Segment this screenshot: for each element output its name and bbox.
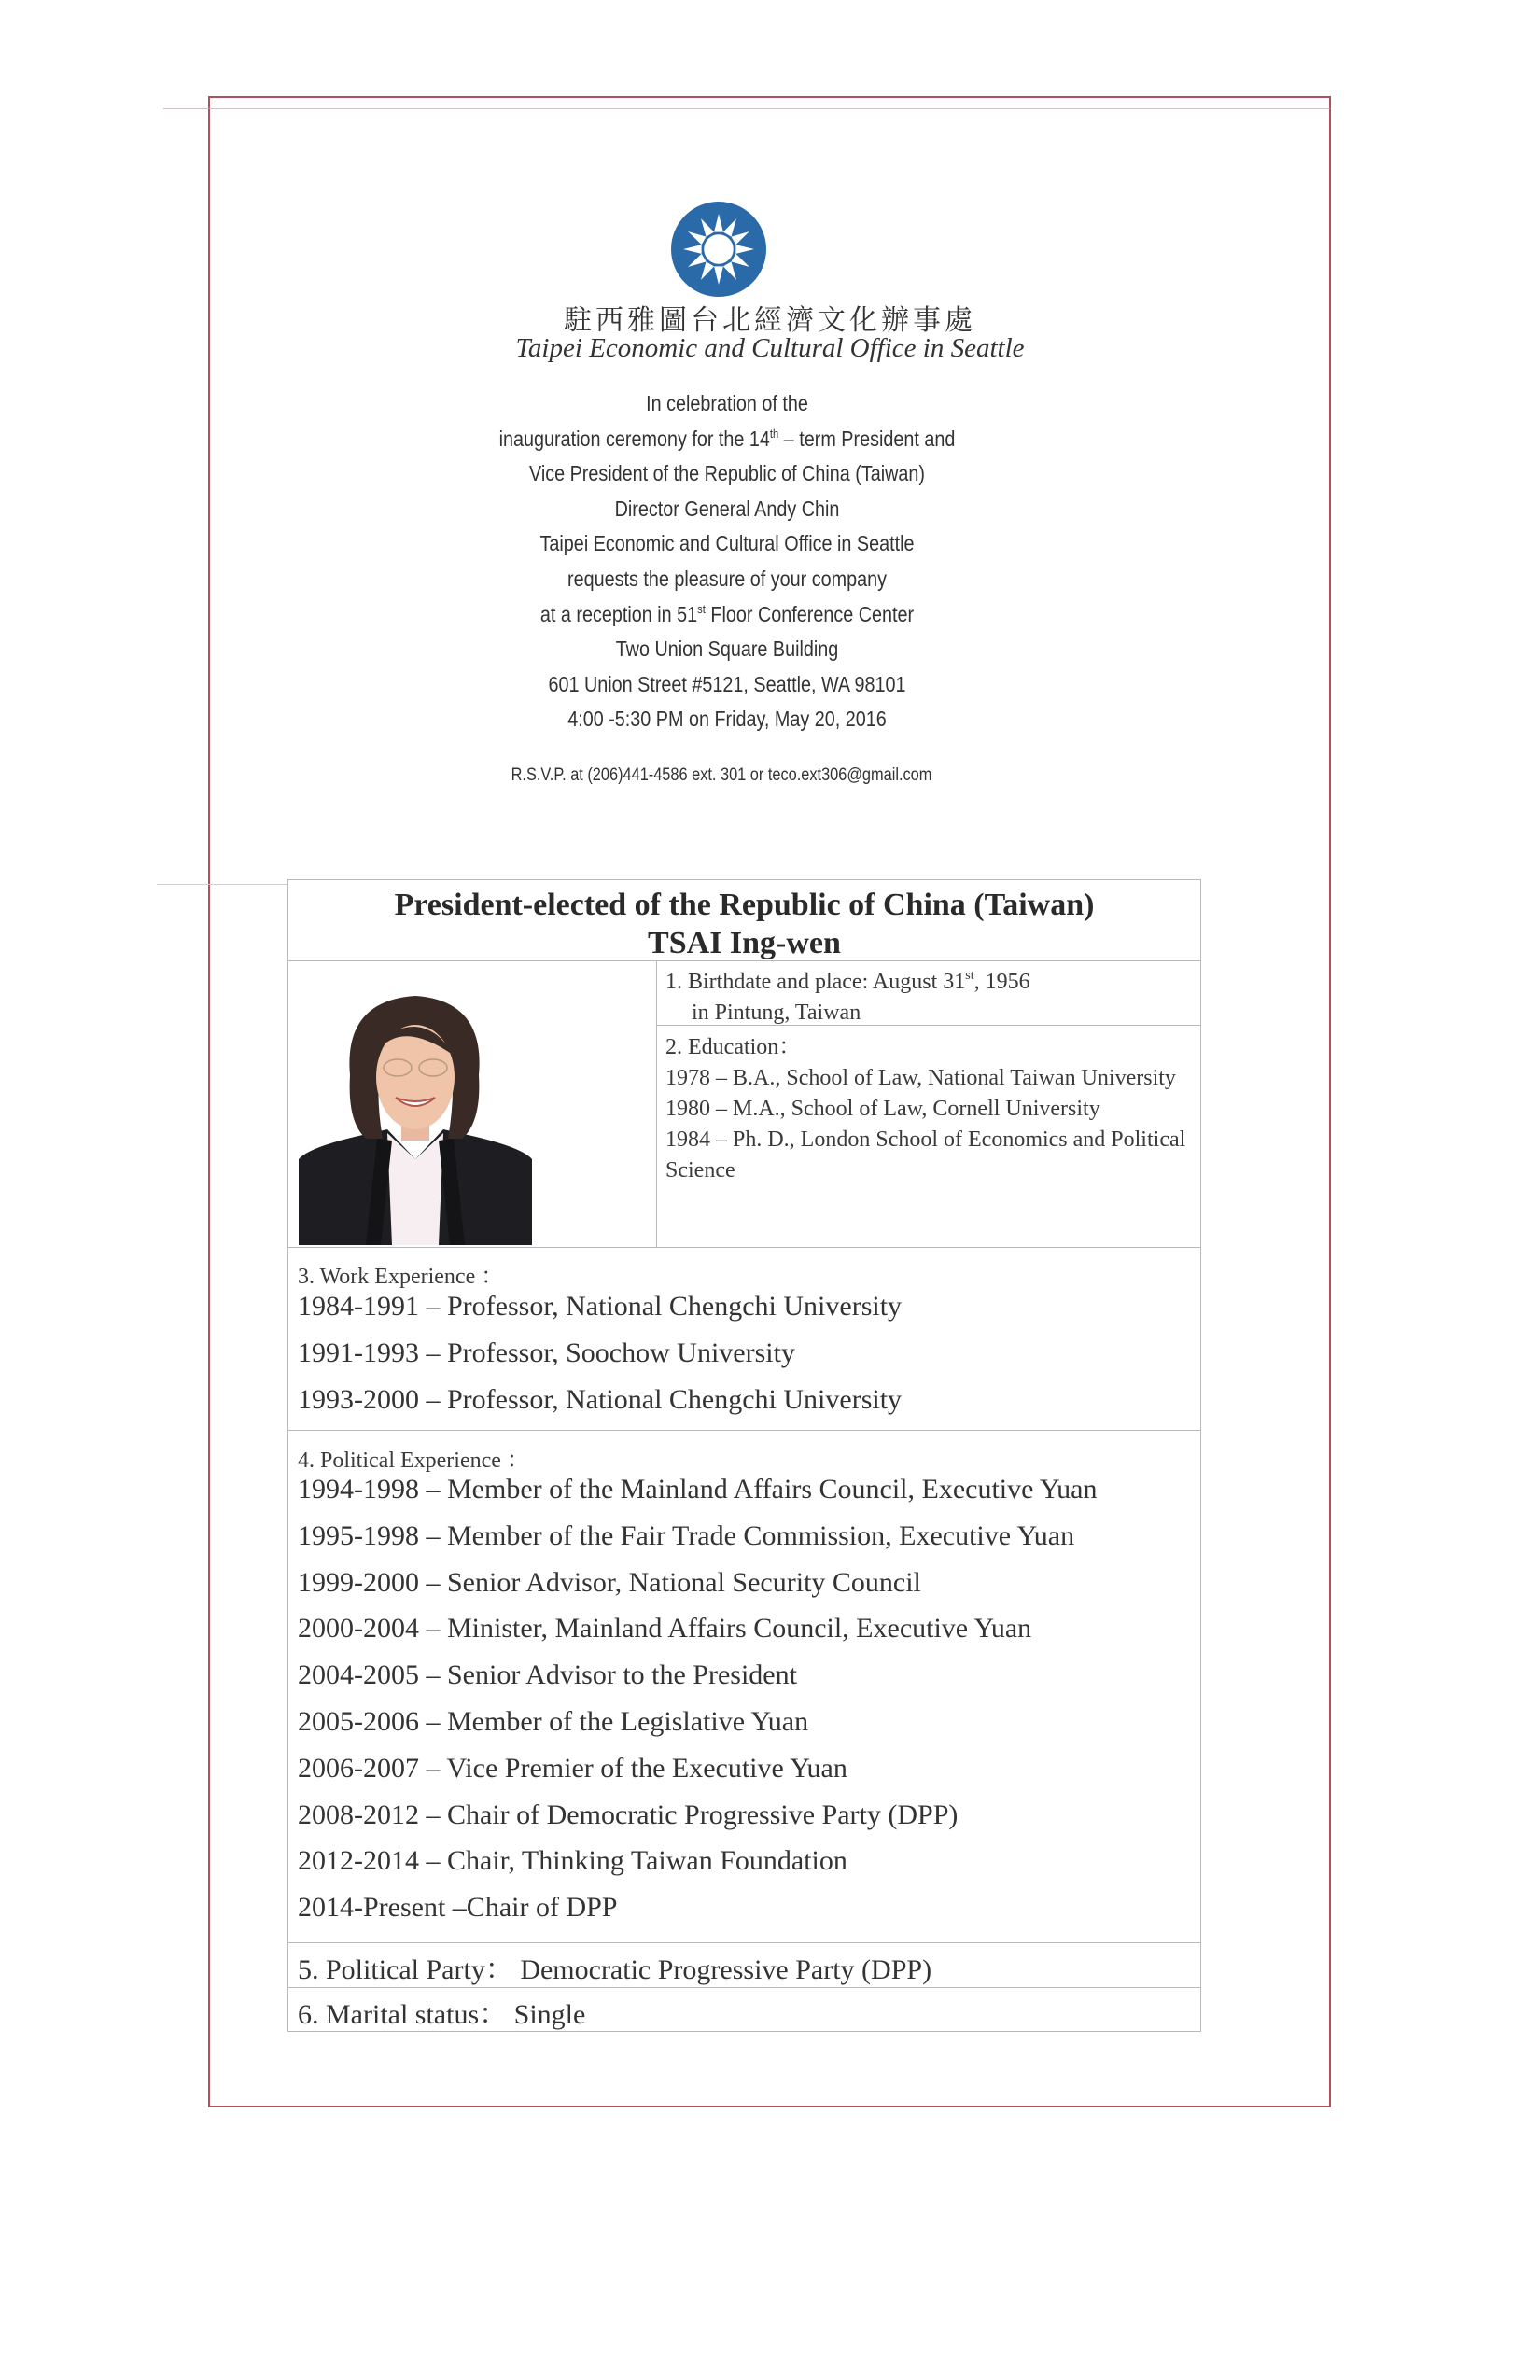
work-item: 1991-1993 – Professor, Soochow University (298, 1337, 795, 1368)
work-item: 1993-2000 – Professor, National Chengchi University (298, 1383, 903, 1415)
education-cell (665, 1032, 1191, 1186)
political-list (298, 1466, 1195, 1931)
office-name-chinese: 駐西雅圖台北經濟文化辦事處 (564, 304, 976, 337)
rsvp-line: R.S.V.P. at (206)441-4586 ext. 301 or teco.ext306@gmail.com (511, 765, 932, 785)
invitation-text-part: – term President and (778, 426, 956, 451)
profile-header (288, 886, 1200, 962)
sun-disc (703, 233, 735, 265)
political-item: 2005-2006 – Member of the Legislative Yuan (298, 1705, 809, 1737)
political-label: 4. Political Experience ： (298, 1449, 529, 1473)
invitation-line (102, 422, 1352, 457)
political-item: 2012-2014 – Chair, Thinking Taiwan Foundation (298, 1845, 847, 1877)
ordinal-suffix: st (697, 601, 706, 616)
invitation-line: Vice President of the Republic of China (Taiwan) (528, 461, 926, 486)
work-item: 1984-1991 – Professor, National Chengchi University (298, 1291, 903, 1322)
education-item: 1984 – Ph. D., London School of Economics and Political Science (665, 1127, 1186, 1183)
venue-line (102, 597, 1352, 633)
invitation-line: In celebration of the (646, 391, 808, 415)
invitation-text-part: at a reception in 51 (539, 601, 698, 626)
education-list (665, 1063, 1191, 1186)
political-item: 2000-2004 – Minister, Mainland Affairs Council, Executive Yuan (298, 1613, 1032, 1645)
invitation-line: requests the pleasure of your company (567, 566, 887, 591)
portrait-photo (299, 973, 532, 1245)
birthdate-text: 1. Birthdate and place: August 31 (665, 970, 966, 994)
political-item: 1994-1998 – Member of the Mainland Affairs Council, Executive Yuan (298, 1474, 1098, 1505)
work-label: 3. Work Experience ： (298, 1265, 504, 1289)
work-list (298, 1283, 1195, 1422)
profile-title: President-elected of the Republic of China (Taiwan) (394, 888, 1095, 922)
datetime-line: 4:00 -5:30 PM on Friday, May 20, 2016 (567, 707, 887, 732)
education-label: 2. Education： (665, 1035, 802, 1059)
row-divider (288, 1942, 1200, 1943)
political-item: 2008-2012 – Chair of Democratic Progressive Party (DPP) (298, 1799, 959, 1830)
political-party: 5. Political Party： Democratic Progressive Party (DPP) (298, 1954, 932, 1985)
birth-cell (665, 967, 1191, 1029)
invitation-line: Taipei Economic and Cultural Office in Seattle (539, 531, 915, 556)
profile-name: TSAI Ing-wen (648, 926, 841, 960)
row-divider (288, 1247, 1200, 1248)
row-divider (656, 1025, 1200, 1026)
invitation-text (102, 386, 1352, 737)
column-divider (656, 960, 657, 1247)
political-item: 2014-Present –Chair of DPP (298, 1892, 618, 1924)
education-item: 1980 – M.A., School of Law, Cornell University (665, 1097, 1100, 1121)
political-item: 2004-2005 – Senior Advisor to the President (298, 1659, 797, 1691)
education-item: 1978 – B.A., School of Law, National Taiwan University (665, 1066, 1176, 1090)
profile-table (287, 879, 1201, 2032)
birthdate-text: , 1956 (973, 970, 1030, 994)
invitation-text-part: inauguration ceremony for the 14 (498, 426, 770, 451)
address-line: 601 Union Street #5121, Seattle, WA 98101 (548, 671, 906, 696)
birthdate (665, 967, 1191, 998)
office-name-english: Taipei Economic and Cultural Office in Seattle (515, 333, 1025, 363)
row-divider (288, 1430, 1200, 1431)
political-item: 1999-2000 – Senior Advisor, National Security Council (298, 1566, 921, 1598)
marital-status: 6. Marital status： Single (298, 1999, 586, 2030)
political-item: 2006-2007 – Vice Premier of the Executive Yuan (298, 1752, 847, 1784)
scan-fold-mark (157, 884, 287, 885)
building-line: Two Union Square Building (615, 637, 839, 662)
ordinal-suffix: th (769, 426, 779, 441)
row-divider (288, 1987, 1200, 1988)
invitation-text-part: Floor Conference Center (705, 601, 915, 626)
scan-fold-line (163, 108, 1330, 109)
political-item: 1995-1998 – Member of the Fair Trade Commission, Executive Yuan (298, 1519, 1075, 1551)
row-divider (288, 960, 1200, 961)
birthplace: in Pintung, Taiwan (692, 1001, 861, 1025)
ordinal-suffix: st (965, 969, 974, 983)
blue-sky-white-sun-emblem-icon (670, 201, 767, 298)
host-name: Director General Andy Chin (614, 496, 840, 521)
